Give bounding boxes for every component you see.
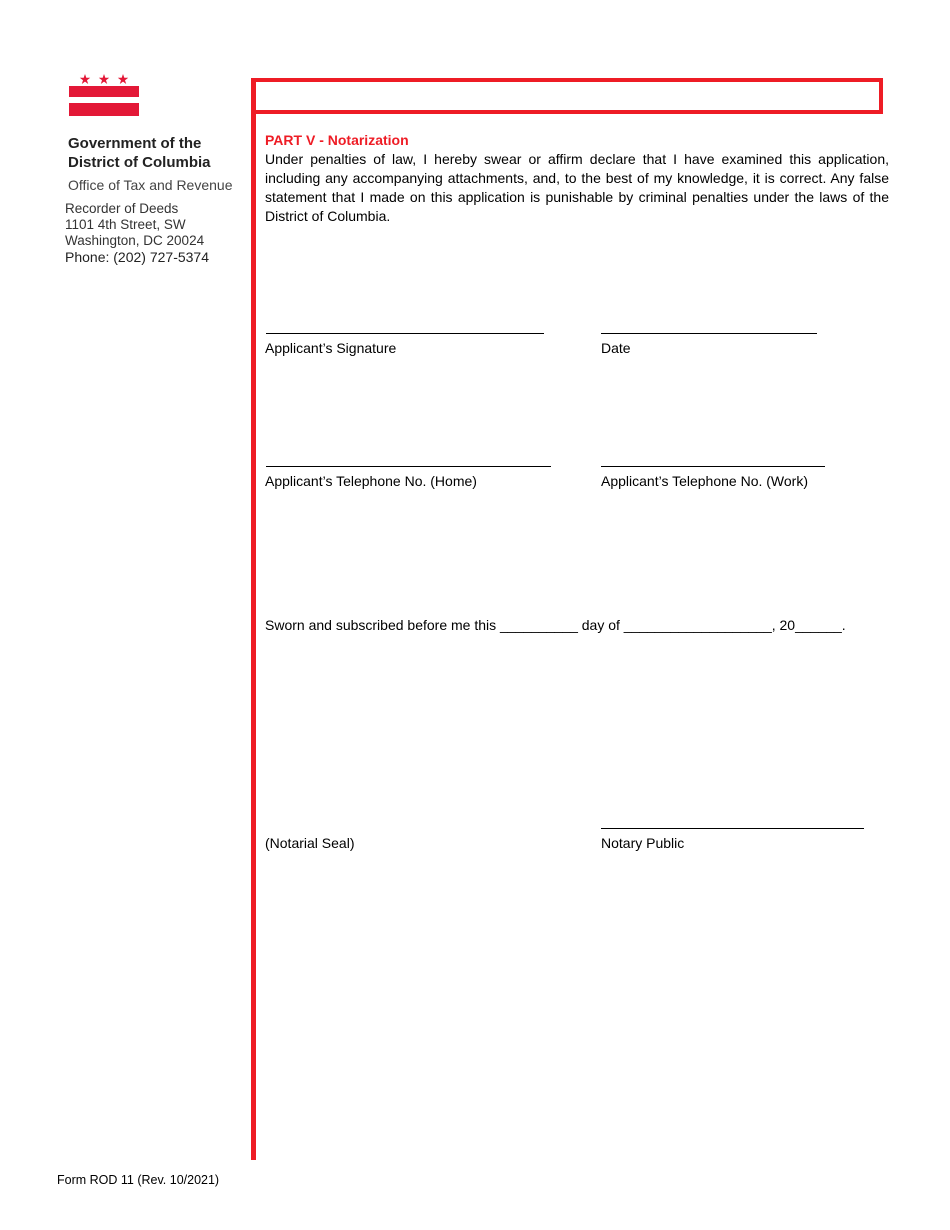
- org-name-line1: Government of the: [68, 135, 202, 152]
- declaration-text: Under penalties of law, I hereby swear or affirm declare that I have examined this application, including any accompanying attachments, and, to the best of my knowledge, it is correct. Any false statement that I made on this application is punishable by criminal penalties under the laws of the District of Columbia.: [265, 151, 889, 224]
- address-street: 1101 4th Street, SW: [65, 217, 186, 232]
- phone-work-line[interactable]: [601, 466, 825, 467]
- address-phone: Phone: (202) 727-5374: [65, 249, 209, 265]
- red-header-box: [251, 78, 883, 114]
- date-line[interactable]: [601, 333, 817, 334]
- phone-home-line[interactable]: [266, 466, 551, 467]
- notarial-seal-label: (Notarial Seal): [265, 835, 355, 851]
- part-title: PART V - Notarization: [265, 132, 409, 148]
- office-name: Office of Tax and Revenue: [68, 177, 233, 193]
- org-name-line2: District of Columbia: [68, 154, 211, 171]
- sworn-statement: Sworn and subscribed before me this __________ day of ___________________, 20______.: [265, 617, 846, 633]
- phone-work-label: Applicant’s Telephone No. (Work): [601, 473, 808, 489]
- organization-name: [68, 134, 211, 172]
- notary-signature-line[interactable]: [601, 828, 864, 829]
- address-city: Washington, DC 20024: [65, 233, 205, 248]
- phone-home-label: Applicant’s Telephone No. (Home): [265, 473, 477, 489]
- address-block: [65, 201, 209, 265]
- notary-public-label: Notary Public: [601, 835, 685, 851]
- address-dept: Recorder of Deeds: [65, 201, 179, 216]
- date-label: Date: [601, 340, 631, 356]
- red-vertical-rule: [251, 78, 256, 1160]
- form-id-footer: Form ROD 11 (Rev. 10/2021): [57, 1173, 220, 1187]
- signature-line[interactable]: [266, 333, 544, 334]
- signature-label: Applicant’s Signature: [265, 340, 397, 356]
- dc-flag-logo: [69, 72, 139, 116]
